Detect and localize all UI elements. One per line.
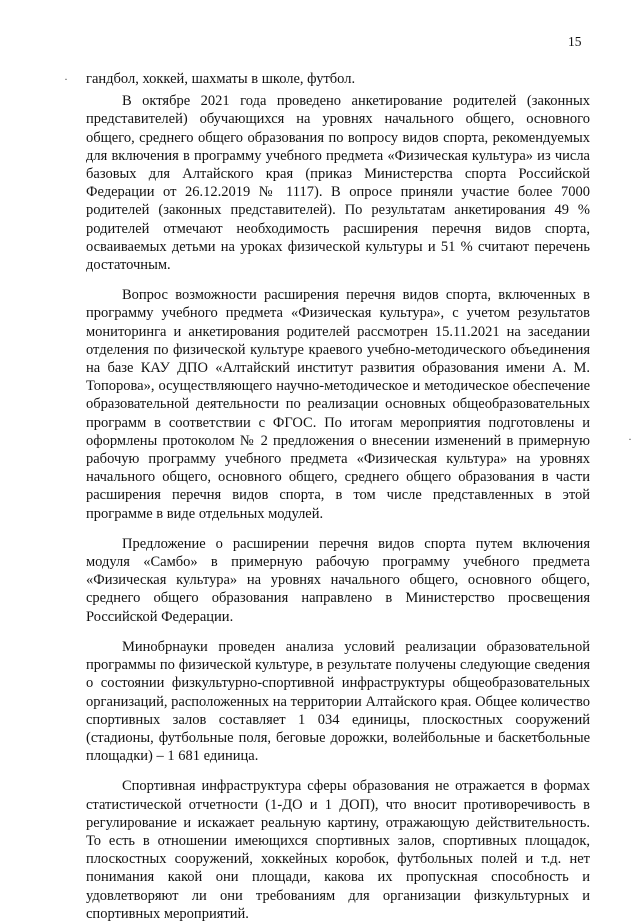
paragraph-sambo-proposal: Предложение о расширении перечня видов спорта путем включения модуля «Самбо» в примерную рабочую программу учебного предмета «Физическая культура» на уровнях начального общего, основного общего, среднего общего образования направлено в Министерство просвещения Российской Федерации. bbox=[86, 535, 590, 625]
paragraph-continuation: гандбол, хоккей, шахматы в школе, футбол. bbox=[86, 71, 356, 87]
paragraph-infrastructure-analysis: Минобрнауки проведен анализа условий реализации образовательной программы по физической культуре, в результате получены следующие сведения о состоянии физкультурно-спортивной инфраструктуры общеобразовательных организаций, расположенных на территории Алтайского края. Общее количество спортивных залов составляет 1 034 единицы, плоскостных сооружений (стадионы, футбольные поля, беговые дорожки, волейбольные и баскетбольные площадки) – 1 681 единица. bbox=[86, 638, 590, 765]
scan-mark: · bbox=[628, 432, 632, 446]
scan-mark: · bbox=[64, 72, 68, 86]
body-text bbox=[86, 70, 590, 923]
paragraph-expansion-question: Вопрос возможности расширения перечня видов спорта, включенных в программу учебного предмета «Физическая культура», с учетом результатов мониторинга и анкетирования родителей рассмотрен 15.11.2021 на заседании отделения по физической культуре краевого учебно-методического объединения на базе КАУ ДПО «Алтайский институт развития образования имени А. М. Топорова», осуществляющего научно-методическое и методическое обеспечение образовательной деятельности по реализации основных общеобразовательных программ в соответствии с ФГОС. По итогам мероприятия подготовлены и оформлены протоколом № 2 предложения о внесении изменений в примерную рабочую программу учебного предмета «Физическая культура» на уровнях начального общего, основного общего, среднего общего образования в части расширения перечня видов спорта, в том числе представленных в этой программе в виде отдельных модулей. bbox=[86, 287, 590, 522]
paragraph-survey: В октябре 2021 года проведено анкетирование родителей (законных представителей) обучающихся на уровнях начального общего, основного общего, среднего общего образования по вопросу видов спорта, рекомендуемых для включения в программу учебного предмета «Физическая культура» из числа базовых для Алтайского края (приказ Министерства спорта Российской Федерации от 26.12.2019 № 1117). В опросе приняли участие более 7000 родителей (законных представителей). По результатам анкетирования 49 % родителей отмечают необходимость расширения перечня видов спорта, осваиваемых детьми на уроках физической культуры и 51 % считают перечень достаточным. bbox=[86, 93, 590, 274]
paragraph-statistical-reporting: Спортивная инфраструктура сферы образования не отражается в формах статистической отчетности (1-ДО и 1 ДОП), что вносит противоречивость в регулирование и искажает реальную картину, отражающую действительность. То есть в отношении имеющихся спортивных залов, спортивных площадок, плоскостных сооружений, хоккейных коробок, футбольных полей и т.д. нет понимания какой они площади, какова их пропускная способность и удовлетворяют ли они требованиям для организации физкультурных и спортивных мероприятий. bbox=[86, 778, 590, 922]
page-number: 15 bbox=[568, 34, 582, 49]
